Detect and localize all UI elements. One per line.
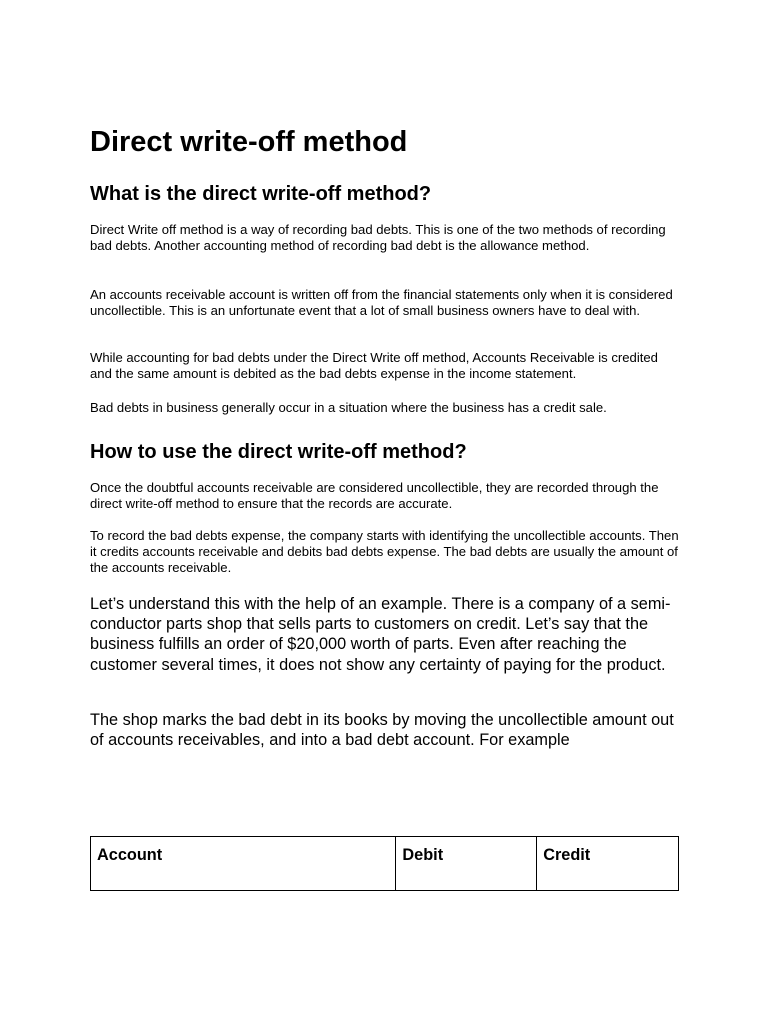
- paragraph: While accounting for bad debts under the Direct Write off method, Accounts Receivable is credited and the same amount is debited as the bad debts expense in the income statement.: [90, 350, 658, 382]
- paragraph: Once the doubtful accounts receivable are considered uncollectible, they are recorded through the direct write-off method to ensure that the records are accurate.: [90, 480, 659, 512]
- paragraph: Bad debts in business generally occur in a situation where the business has a credit sale.: [90, 400, 607, 415]
- table-header-account: Account: [91, 837, 396, 891]
- journal-entry-table: [90, 836, 679, 891]
- paragraph: Direct Write off method is a way of recording bad debts. This is one of the two methods of recording bad debts. Another accounting method of recording bad debt is the allowance method.: [90, 222, 666, 254]
- paragraph: To record the bad debts expense, the company starts with identifying the uncollectible accounts. Then it credits accounts receivable and debits bad debts expense. The bad debts are usually the amount of the accounts receivable.: [90, 528, 679, 576]
- page-title: Direct write-off method: [90, 126, 408, 158]
- table-header-credit: Credit: [537, 837, 679, 891]
- example-paragraph: Let’s understand this with the help of an example. There is a company of a semi-conductor parts shop that sells parts to customers on credit. Let’s say that the business fulfills an order of $20,000 worth of parts. Even after reaching the customer several times, it does not show any certainty of paying for the product.: [90, 595, 671, 674]
- example-paragraph: The shop marks the bad debt in its books by moving the uncollectible amount out of accounts receivables, and into a bad debt account. For example: [90, 711, 674, 750]
- table-header-row: [91, 837, 679, 891]
- table-header-debit: Debit: [396, 837, 537, 891]
- paragraph: An accounts receivable account is written off from the financial statements only when it is considered uncollectible. This is an unfortunate event that a lot of small business owners have to deal with.: [90, 287, 673, 319]
- section-heading-how-to-use: How to use the direct write-off method?: [90, 441, 467, 463]
- section-heading-what-is: What is the direct write-off method?: [90, 183, 432, 205]
